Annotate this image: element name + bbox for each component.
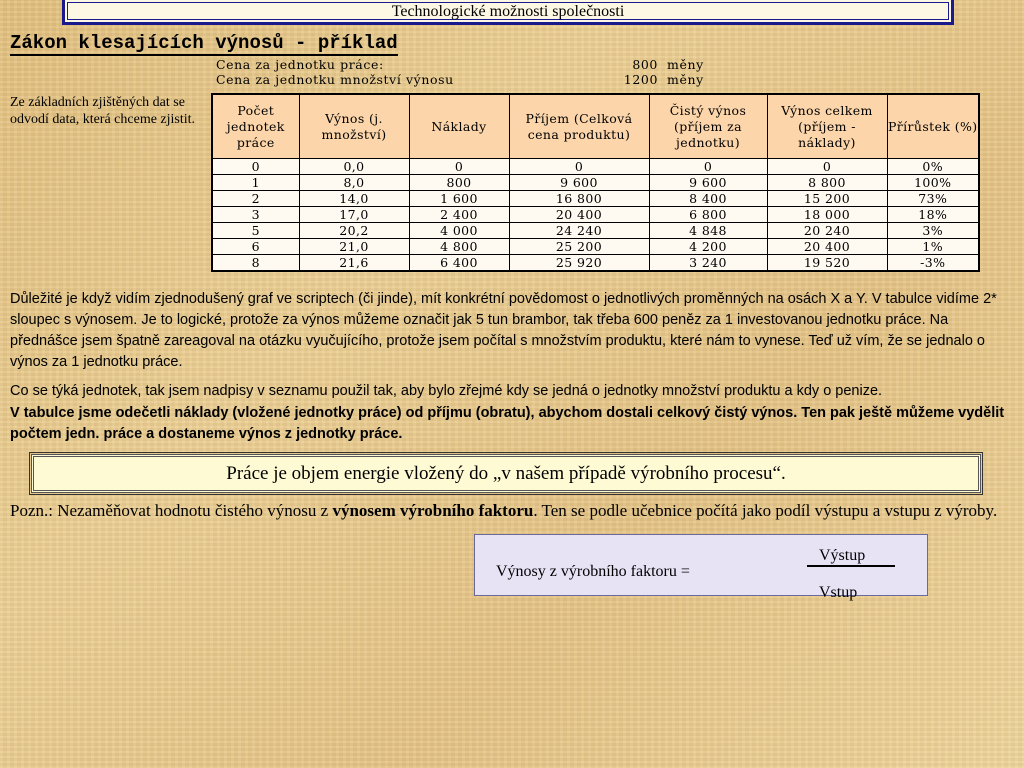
- slide-banner: [62, 0, 954, 25]
- table-cell: 16 800: [509, 191, 649, 207]
- formula-label: Výnosy z výrobního faktoru =: [496, 563, 690, 580]
- header-net-yield: Čistý výnos (příjem za jednotku): [649, 94, 767, 159]
- banner-title: Technologické možnosti společnosti: [391, 3, 625, 20]
- table-cell: 5: [212, 223, 299, 239]
- table-cell: 9 600: [509, 175, 649, 191]
- table-cell: 2: [212, 191, 299, 207]
- table-body: [212, 159, 979, 272]
- param-unit: měny: [667, 72, 704, 87]
- table-cell: 0: [509, 159, 649, 175]
- header-costs: Náklady: [409, 94, 509, 159]
- table-cell: 8 800: [767, 175, 887, 191]
- table-cell: 1%: [887, 239, 979, 255]
- table-row: [212, 223, 979, 239]
- table-cell: 1: [212, 175, 299, 191]
- table-cell: 19 520: [767, 255, 887, 272]
- table-cell: -3%: [887, 255, 979, 272]
- table-cell: 4 848: [649, 223, 767, 239]
- definition-box: [31, 454, 981, 493]
- table-row: [212, 207, 979, 223]
- formula-numerator: Výstup: [819, 547, 866, 564]
- paragraph-graph-axes: Důležité je když vidím zjednodušený graf ve scriptech (či jinde), mít konkrétní povědomost o jednotlivých proměnných na osách X a Y. V tabulce vidíme 2* sloupec s výnosem. Je to logické, protože za výnos můžeme označit jak 5 tun brambor, tak třeba 600 peněz za 1 investovanou jednotku práce. Na přednášce jsem špatně zareagoval na otázku vyučujícího, protože jsem počítal s množstvím produktu, které nám to vynese. Teď už vím, že se jednalo o výnos za 1 jednotku práce.: [10, 291, 997, 370]
- table-cell: 8 400: [649, 191, 767, 207]
- formula-box: [474, 534, 928, 601]
- param-label: Cena za jednotku práce:: [216, 57, 384, 72]
- table-cell: 4 000: [409, 223, 509, 239]
- table-cell: 6 800: [649, 207, 767, 223]
- param-row-labor-price: [216, 57, 716, 72]
- data-table: [211, 93, 980, 272]
- table-cell: 0: [649, 159, 767, 175]
- table-row: [212, 239, 979, 255]
- note-bold-term: výnosem výrobního faktoru: [332, 501, 534, 520]
- formula-denominator: Vstup: [819, 584, 858, 601]
- table-cell: 3: [212, 207, 299, 223]
- table-cell: 100%: [887, 175, 979, 191]
- table-cell: 9 600: [649, 175, 767, 191]
- table-cell: 21,6: [299, 255, 409, 272]
- paragraph-units: Co se týká jednotek, tak jsem nadpisy v seznamu použil tak, aby bylo zřejmé kdy se jedná o jednotky množství produktu a kdy o penize.: [10, 383, 883, 399]
- table-cell: 4 800: [409, 239, 509, 255]
- header-increment: Přírůstek (%): [887, 94, 979, 159]
- table-cell: 8: [212, 255, 299, 272]
- header-revenue: Příjem (Celková cena produktu): [509, 94, 649, 159]
- table-cell: 0: [212, 159, 299, 175]
- table-header-row: [212, 94, 979, 159]
- table-cell: 0: [409, 159, 509, 175]
- table-cell: 0%: [887, 159, 979, 175]
- table-cell: 3%: [887, 223, 979, 239]
- table-cell: 20 400: [767, 239, 887, 255]
- param-value: 800: [632, 57, 658, 72]
- fraction-bar: [807, 565, 895, 567]
- table-row: [212, 255, 979, 272]
- note-suffix: . Ten se podle učebnice počítá jako podíl výstupu a vstupu z výroby.: [533, 501, 998, 520]
- table-cell: 18%: [887, 207, 979, 223]
- note-prefix: Pozn.: Nezaměňovat hodnotu čistého výnosu z: [10, 501, 333, 520]
- header-output: Výnos (j. množství): [299, 94, 409, 159]
- table-cell: 20 240: [767, 223, 887, 239]
- slide-title: Zákon klesajících výnosů - příklad: [10, 32, 398, 54]
- table-cell: 4 200: [649, 239, 767, 255]
- table-row: [212, 191, 979, 207]
- param-row-output-price: [216, 72, 716, 87]
- table-cell: 8,0: [299, 175, 409, 191]
- table-cell: 15 200: [767, 191, 887, 207]
- table-cell: 17,0: [299, 207, 409, 223]
- table-cell: 14,0: [299, 191, 409, 207]
- table-cell: 25 200: [509, 239, 649, 255]
- table-cell: 0: [767, 159, 887, 175]
- table-cell: 800: [409, 175, 509, 191]
- table-cell: 21,0: [299, 239, 409, 255]
- table-cell: 25 920: [509, 255, 649, 272]
- header-labor-units: Počet jednotek práce: [212, 94, 299, 159]
- header-total-yield: Výnos celkem (příjem - náklady): [767, 94, 887, 159]
- table-cell: 73%: [887, 191, 979, 207]
- table-cell: 20 400: [509, 207, 649, 223]
- side-note: Ze základních zjištěných dat se odvodí data, která chceme zjistit.: [10, 95, 196, 127]
- table-cell: 1 600: [409, 191, 509, 207]
- table-cell: 3 240: [649, 255, 767, 272]
- table-cell: 2 400: [409, 207, 509, 223]
- table-cell: 24 240: [509, 223, 649, 239]
- definition-text: Práce je objem energie vložený do „v našem případě výrobního procesu“.: [226, 463, 786, 484]
- table-row: [212, 175, 979, 191]
- param-value: 1200: [623, 72, 658, 87]
- table-cell: 18 000: [767, 207, 887, 223]
- param-label: Cena za jednotku množství výnosu: [216, 72, 454, 87]
- table-cell: 6 400: [409, 255, 509, 272]
- table-row: [212, 159, 979, 175]
- table-cell: 6: [212, 239, 299, 255]
- table-cell: 0,0: [299, 159, 409, 175]
- table-cell: 20,2: [299, 223, 409, 239]
- paragraph-table-explanation: V tabulce jsme odečetli náklady (vložené jednotky práce) od příjmu (obratu), abychom dostali celkový čistý výnos. Ten pak ještě můžeme vydělit počtem jedn. práce a dostaneme výnos z jednotky práce.: [10, 405, 1005, 442]
- note-text: [10, 499, 1010, 523]
- param-unit: měny: [667, 57, 704, 72]
